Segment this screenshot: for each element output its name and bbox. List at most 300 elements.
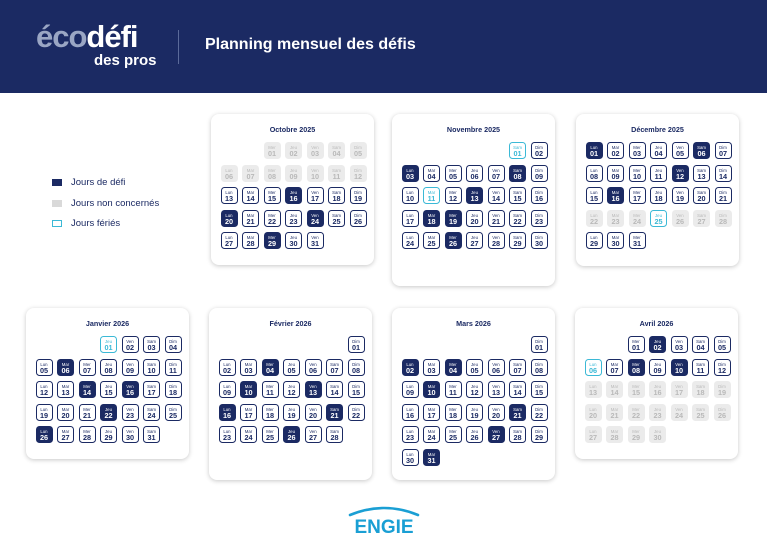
day-number: 29 [534, 433, 544, 443]
weekday-label: Ven [311, 190, 319, 196]
day-number: 11 [427, 194, 436, 204]
weekday-label: Jeu [288, 406, 295, 412]
day-number: 22 [267, 216, 277, 226]
day-cell [671, 404, 688, 421]
weekday-label: Dim [719, 212, 727, 218]
weekday-label: Dim [718, 406, 726, 412]
weekday-label: Mer [449, 361, 457, 367]
weekday-label: Ven [676, 212, 684, 218]
day-number: 08 [267, 171, 277, 181]
day-number: 04 [654, 149, 663, 158]
day-number: 27 [470, 239, 479, 249]
day-number: 07 [246, 171, 255, 181]
month-title: Octobre 2025 [269, 125, 316, 134]
engie-logo-text: ENGIE [354, 517, 414, 538]
day-number: 15 [631, 388, 641, 398]
day-cell [693, 165, 710, 182]
weekday-label: Jeu [471, 361, 478, 367]
day-number: 21 [246, 216, 255, 226]
day-cell [650, 142, 667, 159]
day-cell [122, 426, 139, 443]
month-card [392, 114, 555, 286]
weekday-label: Lun [225, 235, 233, 241]
day-cell [607, 187, 624, 204]
day-cell [143, 359, 160, 376]
day-number: 10 [427, 388, 436, 398]
weekday-label: Mer [268, 167, 276, 173]
weekday-label: Dim [354, 145, 362, 150]
weekday-label: Jeu [471, 384, 478, 390]
day-number: 06 [224, 171, 234, 181]
day-number: 31 [147, 433, 156, 443]
day-number: 13 [491, 388, 501, 398]
day-number: 09 [222, 388, 232, 398]
weekday-label: Lun [590, 212, 598, 218]
day-number: 08 [589, 171, 599, 181]
weekday-label: Dim [535, 212, 543, 218]
weekday-label: Sam [513, 190, 522, 196]
day-cell [262, 381, 279, 398]
day-number: 29 [589, 239, 599, 249]
day-cell [607, 232, 624, 249]
weekday-label: Mar [244, 361, 253, 367]
day-cell [328, 142, 345, 159]
day-number: 12 [39, 388, 49, 398]
day-number: 10 [244, 388, 253, 398]
day-cell [672, 142, 689, 159]
day-cell [466, 187, 483, 204]
day-number: 19 [448, 216, 458, 226]
day-number: 20 [308, 410, 318, 420]
day-number: 31 [632, 239, 642, 249]
day-cell [531, 165, 548, 182]
day-number: 10 [674, 365, 684, 375]
day-number: 17 [632, 194, 642, 204]
day-number: 16 [222, 410, 232, 420]
weekday-label: Jeu [105, 339, 112, 344]
day-cell [264, 210, 281, 227]
day-number: 28 [491, 239, 501, 249]
weekday-label: Ven [311, 212, 319, 218]
weekday-label: Mar [427, 235, 436, 241]
day-cell [692, 381, 709, 398]
weekday-label: Mar [427, 190, 436, 196]
day-number: 13 [697, 171, 706, 181]
day-number: 20 [588, 410, 598, 420]
day-number: 12 [287, 388, 296, 398]
day-cell [628, 359, 645, 376]
day-number: 19 [353, 194, 363, 204]
day-cell [445, 381, 462, 398]
day-cell [348, 381, 365, 398]
day-cell [629, 210, 646, 227]
day-cell [36, 359, 53, 376]
weekday-label: Jeu [288, 361, 295, 367]
day-cell [715, 210, 732, 227]
day-cell [509, 165, 526, 182]
weekday-label: Mer [449, 167, 457, 173]
day-cell [79, 359, 96, 376]
weekday-label: Sam [513, 384, 522, 390]
weekday-label: Lun [223, 361, 231, 367]
day-cell [402, 426, 419, 443]
weekday-label: Dim [535, 429, 543, 435]
weekday-label: Sam [330, 361, 339, 367]
weekday-label: Mer [633, 190, 641, 196]
day-cell [445, 232, 462, 249]
weekday-label: Dim [535, 339, 543, 344]
weekday-label: Ven [492, 235, 500, 241]
day-number: 22 [589, 216, 599, 226]
day-cell [649, 404, 666, 421]
day-cell [531, 404, 548, 421]
day-number: 13 [224, 194, 234, 204]
day-number: 09 [534, 171, 544, 181]
day-cell [283, 426, 300, 443]
day-cell [629, 232, 646, 249]
day-cell [714, 336, 731, 353]
logo-text-eco: éco [36, 19, 87, 54]
weekday-label: Ven [676, 167, 684, 173]
day-cell [350, 187, 367, 204]
day-cell [165, 336, 182, 353]
weekday-label: Jeu [105, 384, 112, 390]
day-number: 26 [287, 433, 296, 443]
weekday-label: Sam [513, 212, 522, 218]
weekday-label: Lun [225, 167, 233, 173]
day-number: 16 [125, 388, 135, 398]
day-number: 26 [470, 433, 479, 443]
month-card [211, 114, 374, 265]
weekday-label: Mer [83, 384, 91, 390]
day-cell [122, 404, 139, 421]
day-cell [219, 359, 236, 376]
day-number: 24 [147, 410, 156, 420]
day-number: 13 [588, 388, 598, 398]
weekday-label: Ven [675, 406, 683, 412]
weekday-label: Sam [697, 145, 706, 150]
day-cell [650, 165, 667, 182]
day-cell [350, 142, 367, 159]
day-number: 26 [353, 216, 363, 226]
day-number: 24 [674, 410, 684, 420]
day-cell [585, 404, 602, 421]
day-number: 21 [330, 410, 339, 420]
weekday-label: Mar [611, 190, 620, 196]
day-cell [531, 142, 548, 159]
weekday-label: Jeu [471, 190, 478, 196]
month-title: Février 2026 [269, 319, 312, 328]
day-number: 09 [611, 171, 620, 181]
day-number: 26 [39, 433, 49, 443]
day-number: 27 [224, 239, 234, 249]
day-cell [402, 381, 419, 398]
day-number: 18 [427, 216, 436, 226]
day-cell [606, 404, 623, 421]
day-cell [348, 336, 365, 353]
weekday-label: Lun [40, 406, 48, 412]
day-cell [607, 210, 624, 227]
weekday-label: Ven [311, 145, 319, 150]
day-cell [423, 165, 440, 182]
day-number: 06 [491, 365, 501, 375]
day-number: 11 [266, 388, 274, 398]
day-number: 13 [308, 388, 318, 398]
day-cell [715, 142, 732, 159]
day-number: 17 [427, 410, 436, 420]
day-number: 05 [353, 149, 363, 158]
month-title: Janvier 2026 [85, 319, 130, 328]
day-cell [650, 210, 667, 227]
weekday-label: Lun [589, 361, 597, 367]
weekday-label: Lun [223, 384, 231, 390]
day-number: 19 [470, 410, 479, 420]
weekday-label: Lun [223, 406, 231, 412]
day-number: 07 [491, 171, 501, 181]
day-cell [348, 359, 365, 376]
weekday-label: Jeu [655, 167, 662, 173]
day-number: 23 [125, 410, 135, 420]
day-number: 23 [653, 410, 662, 420]
day-number: 01 [534, 343, 544, 352]
weekday-label: Sam [696, 339, 705, 344]
day-cell [36, 381, 53, 398]
weekday-label: Sam [332, 190, 341, 196]
day-cell [586, 210, 603, 227]
weekday-label: Ven [309, 384, 317, 390]
day-number: 19 [717, 388, 727, 398]
day-cell [445, 187, 462, 204]
day-number: 19 [287, 410, 296, 420]
day-number: 03 [405, 171, 415, 181]
day-cell [585, 426, 602, 443]
day-cell [307, 165, 324, 182]
weekday-label: Mar [610, 406, 619, 412]
month-card [576, 114, 739, 266]
day-cell [509, 187, 526, 204]
weekday-label: Jeu [655, 190, 662, 196]
day-number: 22 [351, 410, 361, 420]
day-cell [57, 404, 74, 421]
month-title: Novembre 2025 [446, 125, 501, 134]
day-cell [402, 165, 419, 182]
day-number: 02 [611, 149, 620, 158]
day-number: 28 [718, 216, 728, 226]
day-cell [221, 187, 238, 204]
day-number: 28 [82, 433, 92, 443]
day-number: 26 [675, 216, 685, 226]
weekday-label: Dim [169, 384, 177, 390]
header-bar [0, 0, 767, 93]
day-number: 15 [104, 388, 113, 398]
day-cell [466, 381, 483, 398]
day-number: 08 [351, 365, 361, 375]
day-cell [57, 359, 74, 376]
weekday-label: Lun [406, 235, 414, 241]
day-cell [219, 381, 236, 398]
day-number: 12 [675, 171, 685, 181]
day-cell [650, 187, 667, 204]
weekday-label: Dim [535, 167, 543, 173]
day-number: 31 [310, 239, 320, 249]
weekday-label: Jeu [105, 406, 112, 412]
weekday-label: Lun [590, 190, 598, 196]
day-cell [714, 381, 731, 398]
weekday-label: Ven [675, 361, 683, 367]
day-cell [488, 187, 505, 204]
day-cell [466, 426, 483, 443]
weekday-label: Mar [427, 212, 436, 218]
weekday-label: Jeu [655, 145, 662, 150]
day-number: 29 [513, 239, 522, 249]
weekday-label: Mar [61, 361, 70, 367]
weekday-label: Sam [696, 361, 705, 367]
weekday-label: Ven [309, 429, 317, 435]
day-cell [629, 165, 646, 182]
day-number: 16 [611, 194, 620, 204]
day-cell [531, 359, 548, 376]
weekday-label: Jeu [290, 145, 297, 150]
weekday-label: Mar [427, 384, 436, 390]
day-cell [350, 165, 367, 182]
weekday-label: Mer [266, 406, 274, 412]
weekday-label: Sam [330, 384, 339, 390]
day-number: 11 [449, 388, 457, 398]
day-number: 17 [674, 388, 684, 398]
weekday-label: Mar [246, 167, 255, 173]
day-cell [264, 165, 281, 182]
day-number: 05 [448, 171, 458, 181]
day-cell [307, 232, 324, 249]
weekday-label: Dim [352, 361, 360, 367]
day-cell [445, 404, 462, 421]
day-number: 25 [168, 410, 178, 420]
day-number: 25 [427, 239, 436, 249]
weekday-label: Ven [492, 361, 500, 367]
day-number: 02 [405, 365, 415, 375]
day-number: 17 [244, 410, 253, 420]
day-number: 31 [427, 456, 436, 465]
day-number: 28 [246, 239, 255, 249]
weekday-label: Mer [449, 235, 457, 241]
day-number: 23 [534, 216, 544, 226]
day-cell [326, 359, 343, 376]
day-cell [649, 336, 666, 353]
weekday-label: Mar [611, 167, 620, 173]
day-number: 11 [169, 365, 177, 375]
day-cell [488, 426, 505, 443]
weekday-label: Mar [427, 452, 436, 457]
weekday-label: Ven [492, 190, 500, 196]
day-cell [285, 165, 302, 182]
month-card [392, 308, 555, 480]
day-cell [629, 187, 646, 204]
day-cell [122, 336, 139, 353]
day-cell [586, 165, 603, 182]
day-number: 14 [330, 388, 339, 398]
day-cell [283, 381, 300, 398]
day-number: 09 [653, 365, 662, 375]
weekday-label: Sam [513, 145, 522, 150]
weekday-label: Jeu [290, 190, 297, 196]
weekday-label: Jeu [105, 429, 112, 435]
day-cell [531, 336, 548, 353]
day-number: 25 [265, 433, 275, 443]
weekday-label: Mer [449, 429, 457, 435]
day-cell [423, 404, 440, 421]
weekday-label: Mer [83, 406, 91, 412]
weekday-label: Mer [449, 212, 457, 218]
day-number: 01 [589, 149, 599, 158]
day-number: 04 [265, 365, 275, 375]
day-cell [240, 359, 257, 376]
day-number: 06 [61, 365, 70, 375]
day-number: 17 [310, 194, 320, 204]
weekday-label: Mar [611, 235, 620, 241]
weekday-label: Lun [406, 167, 414, 173]
weekday-label: Mar [611, 145, 620, 150]
day-number: 29 [104, 433, 113, 443]
day-cell [628, 381, 645, 398]
day-cell [445, 426, 462, 443]
weekday-label: Lun [40, 361, 48, 367]
day-number: 25 [332, 216, 341, 226]
day-number: 13 [470, 194, 479, 204]
day-cell [423, 426, 440, 443]
day-number: 30 [653, 433, 662, 443]
weekday-label: Dim [719, 167, 727, 173]
weekday-label: Mar [61, 429, 70, 435]
day-number: 14 [610, 388, 619, 398]
month-title: Avril 2026 [639, 319, 674, 328]
day-cell [466, 210, 483, 227]
day-number: 06 [588, 365, 598, 375]
day-number: 25 [448, 433, 458, 443]
weekday-label: Lun [225, 212, 233, 218]
day-cell [326, 404, 343, 421]
weekday-label: Dim [354, 190, 362, 196]
day-number: 10 [405, 194, 415, 204]
weekday-label: Dim [718, 361, 726, 367]
day-number: 20 [224, 216, 234, 226]
day-cell [509, 232, 526, 249]
weekday-label: Jeu [290, 167, 297, 173]
holiday-swatch-icon [52, 220, 62, 227]
day-number: 19 [675, 194, 685, 204]
day-number: 08 [631, 365, 641, 375]
day-number: 04 [427, 171, 436, 181]
day-number: 18 [696, 388, 705, 398]
weekday-label: Ven [492, 212, 500, 218]
day-cell [240, 404, 257, 421]
day-number: 05 [717, 343, 727, 352]
day-number: 07 [513, 365, 522, 375]
day-cell [165, 381, 182, 398]
day-number: 07 [82, 365, 92, 375]
day-number: 09 [405, 388, 415, 398]
weekday-label: Jeu [654, 406, 661, 412]
weekday-label: Mer [449, 190, 457, 196]
day-number: 11 [332, 171, 341, 181]
day-cell [488, 381, 505, 398]
day-cell [693, 210, 710, 227]
day-cell [165, 359, 182, 376]
weekday-label: Ven [309, 406, 317, 412]
day-cell [466, 404, 483, 421]
day-cell [285, 187, 302, 204]
day-number: 17 [405, 216, 415, 226]
day-cell [402, 359, 419, 376]
